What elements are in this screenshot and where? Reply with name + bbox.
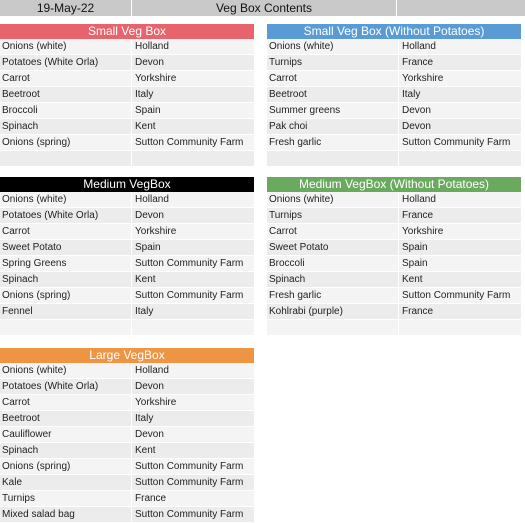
column-divider <box>131 363 132 379</box>
vegetable-cell: Mixed salad bag <box>2 509 75 520</box>
table-row <box>0 151 254 167</box>
vegetable-cell: Turnips <box>269 57 302 68</box>
vegetable-cell: Kale <box>2 477 23 488</box>
column-divider <box>398 119 399 135</box>
column-divider <box>131 379 132 395</box>
column-divider <box>131 427 132 443</box>
box-rows <box>267 192 521 336</box>
vegetable-cell: Beetroot <box>2 89 40 100</box>
box-rows <box>0 363 254 523</box>
box-rows <box>267 39 521 167</box>
column-divider <box>131 240 132 256</box>
origin-cell: Holland <box>135 194 169 205</box>
table-row <box>0 507 254 523</box>
column-divider <box>398 135 399 151</box>
vegetable-cell: Onions (spring) <box>2 290 71 301</box>
column-divider <box>131 288 132 304</box>
origin-cell: Holland <box>135 365 169 376</box>
origin-cell: Spain <box>135 105 161 116</box>
column-divider <box>131 475 132 491</box>
table-row <box>0 379 254 395</box>
table-row <box>267 71 521 87</box>
vegetable-cell: Cauliflower <box>2 429 52 440</box>
origin-cell: Sutton Community Farm <box>135 258 244 269</box>
vegetable-cell: Fresh garlic <box>269 290 322 301</box>
box-rows <box>0 192 254 336</box>
large-veg-box <box>0 348 254 523</box>
table-row <box>267 288 521 304</box>
column-divider <box>131 208 132 224</box>
origin-cell: Kent <box>402 274 423 285</box>
column-divider <box>398 55 399 71</box>
column-divider <box>131 192 132 208</box>
origin-cell: Yorkshire <box>402 73 444 84</box>
vegetable-cell: Onions (white) <box>269 41 334 52</box>
origin-cell: Holland <box>402 194 436 205</box>
origin-cell: Holland <box>135 41 169 52</box>
origin-cell: France <box>135 493 167 504</box>
column-divider <box>131 256 132 272</box>
table-row <box>267 55 521 71</box>
table-row <box>267 240 521 256</box>
vegetable-cell: Onions (white) <box>2 41 67 52</box>
vegetable-cell: Onions (spring) <box>2 137 71 148</box>
table-row <box>0 475 254 491</box>
origin-cell: France <box>402 210 434 221</box>
column-divider <box>131 71 132 87</box>
vegetable-cell: Broccoli <box>269 258 305 269</box>
table-row <box>267 151 521 167</box>
column-divider <box>131 55 132 71</box>
table-row <box>267 304 521 320</box>
column-divider <box>398 320 399 336</box>
column-divider <box>131 39 132 55</box>
vegetable-cell: Onions (white) <box>2 194 67 205</box>
origin-cell: Devon <box>135 429 164 440</box>
column-divider <box>131 320 132 336</box>
origin-cell: Yorkshire <box>402 226 444 237</box>
vegetable-cell: Potatoes (White Orla) <box>2 381 99 392</box>
origin-cell: Devon <box>135 57 164 68</box>
column-divider <box>131 135 132 151</box>
column-divider <box>131 304 132 320</box>
vegetable-cell: Fennel <box>2 306 33 317</box>
vegetable-cell: Carrot <box>2 226 30 237</box>
table-row <box>267 256 521 272</box>
column-divider <box>398 208 399 224</box>
vegetable-cell: Onions (white) <box>2 365 67 376</box>
origin-cell: Sutton Community Farm <box>135 290 244 301</box>
table-row <box>0 363 254 379</box>
vegetable-cell: Beetroot <box>269 89 307 100</box>
origin-cell: France <box>402 306 434 317</box>
origin-cell: Yorkshire <box>135 397 177 408</box>
table-row <box>0 192 254 208</box>
origin-cell: Kent <box>135 274 156 285</box>
table-row <box>267 208 521 224</box>
column-divider <box>131 272 132 288</box>
table-row <box>0 320 254 336</box>
table-row <box>0 87 254 103</box>
column-divider <box>131 459 132 475</box>
vegetable-cell: Spinach <box>2 274 39 285</box>
origin-cell: Devon <box>135 381 164 392</box>
vegetable-cell: Spinach <box>269 274 306 285</box>
table-row <box>0 71 254 87</box>
origin-cell: Spain <box>402 258 428 269</box>
table-row <box>0 411 254 427</box>
column-divider <box>398 272 399 288</box>
table-row <box>0 240 254 256</box>
vegetable-cell: Summer greens <box>269 105 341 116</box>
box-rows <box>0 39 254 167</box>
origin-cell: France <box>402 57 434 68</box>
vegetable-cell: Potatoes (White Orla) <box>2 210 99 221</box>
column-divider <box>398 304 399 320</box>
vegetable-cell: Carrot <box>269 226 297 237</box>
column-divider <box>131 151 132 167</box>
column-divider <box>398 256 399 272</box>
table-row <box>267 39 521 55</box>
table-row <box>0 39 254 55</box>
small-veg-box <box>0 24 254 167</box>
vegetable-cell: Turnips <box>2 493 35 504</box>
origin-cell: Spain <box>135 242 161 253</box>
origin-cell: Sutton Community Farm <box>135 461 244 472</box>
origin-cell: Sutton Community Farm <box>402 290 511 301</box>
table-row <box>0 103 254 119</box>
vegetable-cell: Spinach <box>2 121 39 132</box>
box-title: Medium VegBox (Without Potatoes) <box>267 177 521 192</box>
column-divider <box>131 491 132 507</box>
origin-cell: Sutton Community Farm <box>135 477 244 488</box>
vegetable-cell: Broccoli <box>2 105 38 116</box>
origin-cell: Devon <box>402 105 431 116</box>
vegetable-cell: Spinach <box>2 445 39 456</box>
box-title: Medium VegBox <box>0 177 254 192</box>
origin-cell: Devon <box>135 210 164 221</box>
table-row <box>0 55 254 71</box>
vegetable-cell: Onions (spring) <box>2 461 71 472</box>
column-divider <box>398 151 399 167</box>
table-row <box>0 427 254 443</box>
vegetable-cell: Carrot <box>2 397 30 408</box>
column-divider <box>131 395 132 411</box>
origin-cell: Yorkshire <box>135 73 177 84</box>
origin-cell: Spain <box>402 242 428 253</box>
column-divider <box>398 87 399 103</box>
table-row <box>0 135 254 151</box>
origin-cell: Holland <box>402 41 436 52</box>
origin-cell: Devon <box>402 121 431 132</box>
column-divider <box>131 103 132 119</box>
column-divider <box>398 103 399 119</box>
medium-veg-box <box>0 177 254 336</box>
table-row <box>0 288 254 304</box>
column-divider <box>398 224 399 240</box>
vegetable-cell: Beetroot <box>2 413 40 424</box>
header-date: 19-May-22 <box>0 0 132 16</box>
origin-cell: Kent <box>135 445 156 456</box>
origin-cell: Italy <box>135 89 154 100</box>
table-row <box>0 119 254 135</box>
vegetable-cell: Potatoes (White Orla) <box>2 57 99 68</box>
vegetable-cell: Sweet Potato <box>2 242 62 253</box>
origin-cell: Italy <box>402 89 421 100</box>
origin-cell: Sutton Community Farm <box>135 137 244 148</box>
vegetable-cell: Kohlrabi (purple) <box>269 306 343 317</box>
column-divider <box>131 224 132 240</box>
table-row <box>0 208 254 224</box>
table-row <box>0 491 254 507</box>
table-row <box>267 87 521 103</box>
origin-cell: Sutton Community Farm <box>135 509 244 520</box>
table-row <box>0 395 254 411</box>
table-row <box>267 119 521 135</box>
column-divider <box>131 507 132 523</box>
table-row <box>0 224 254 240</box>
column-divider <box>398 288 399 304</box>
origin-cell: Italy <box>135 413 154 424</box>
column-divider <box>131 443 132 459</box>
vegetable-cell: Carrot <box>2 73 30 84</box>
vegetable-cell: Spring Greens <box>2 258 67 269</box>
table-row <box>267 135 521 151</box>
table-row <box>0 272 254 288</box>
table-row <box>0 256 254 272</box>
origin-cell: Yorkshire <box>135 226 177 237</box>
vegetable-cell: Carrot <box>269 73 297 84</box>
small-veg-box-without-potatoes <box>267 24 521 167</box>
header-extra <box>397 0 525 16</box>
table-row <box>0 459 254 475</box>
origin-cell: Kent <box>135 121 156 132</box>
table-row <box>267 272 521 288</box>
vegetable-cell: Sweet Potato <box>269 242 329 253</box>
column-divider <box>131 119 132 135</box>
header-title: Veg Box Contents <box>132 0 397 16</box>
vegetable-cell: Pak choi <box>269 121 308 132</box>
medium-veg-box-without-potatoes <box>267 177 521 336</box>
vegetable-cell: Fresh garlic <box>269 137 322 148</box>
column-divider <box>131 411 132 427</box>
table-row <box>267 103 521 119</box>
table-row <box>0 304 254 320</box>
column-divider <box>131 87 132 103</box>
column-divider <box>398 71 399 87</box>
header-bar <box>0 0 525 16</box>
box-title: Small Veg Box (Without Potatoes) <box>267 24 521 39</box>
origin-cell: Sutton Community Farm <box>402 137 511 148</box>
column-divider <box>398 192 399 208</box>
box-title: Small Veg Box <box>0 24 254 39</box>
table-row <box>267 192 521 208</box>
table-row <box>267 320 521 336</box>
table-row <box>267 224 521 240</box>
vegetable-cell: Onions (white) <box>269 194 334 205</box>
vegetable-cell: Turnips <box>269 210 302 221</box>
box-title: Large VegBox <box>0 348 254 363</box>
column-divider <box>398 39 399 55</box>
column-divider <box>398 240 399 256</box>
origin-cell: Italy <box>135 306 154 317</box>
table-row <box>0 443 254 459</box>
